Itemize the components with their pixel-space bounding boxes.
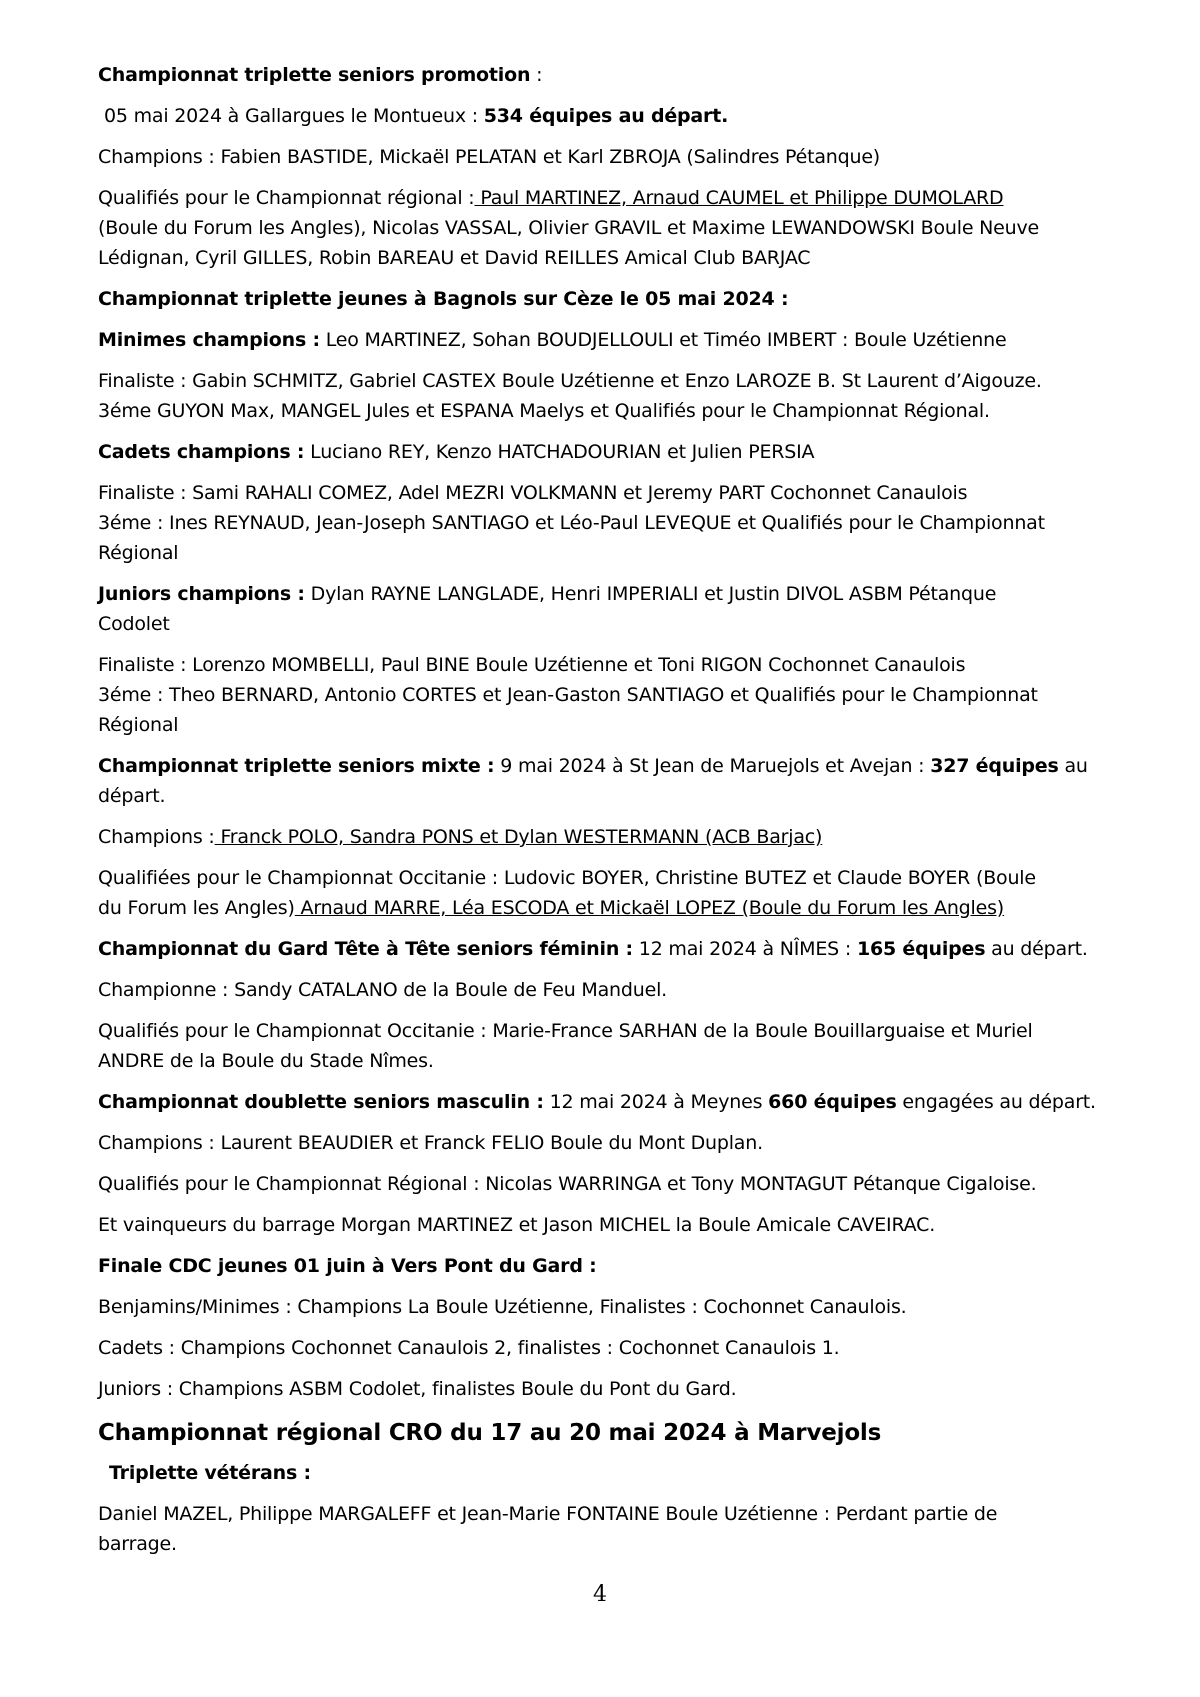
- qualified-mixte: Qualifiées pour le Championnat Occitanie : Ludovic BOYER, Christine BUTEZ et Claude BOYER (Boule du Forum les Angles) Arnaud MARRE, Léa ESCODA et Mickaël LOPEZ (Boule du Forum les Angles): [98, 867, 1036, 919]
- subheading-triplette-veterans: Triplette vétérans :: [109, 1462, 311, 1484]
- heading-championnat-regional: Championnat régional CRO du 17 au 20 mai 2024 à Marvejols: [98, 1420, 882, 1446]
- champions-promotion: Champions : Fabien BASTIDE, Mickaël PELATAN et Karl ZBROJA (Salindres Pétanque): [98, 146, 881, 168]
- juniors-champions: Juniors champions : Dylan RAYNE LANGLADE, Henri IMPERIALI et Justin DIVOL ASBM Pétanque Codolet: [98, 583, 997, 635]
- qualified-doublette: Qualifiés pour le Championnat Régional : Nicolas WARRINGA et Tony MONTAGUT Pétanque Cigaloise.: [98, 1173, 1037, 1195]
- juniors-finalists: Finaliste : Lorenzo MOMBELLI, Paul BINE Boule Uzétienne et Toni RIGON Cochonnet Canaulois 3éme : Theo BERNARD, Antonio CORTES et Jean-Gaston SANTIAGO et Qualifiés pour le Championnat Régional: [98, 654, 1038, 736]
- cdc-juniors: Juniors : Champions ASBM Codolet, finalistes Boule du Pont du Gard.: [98, 1378, 737, 1400]
- page-content: [98, 60, 1118, 1570]
- cdc-benjamins-minimes: Benjamins/Minimes : Champions La Boule Uzétienne, Finalistes : Cochonnet Canaulois.: [98, 1296, 907, 1318]
- qualified-tete-a-tete: Qualifiés pour le Championnat Occitanie : Marie-France SARHAN de la Boule Bouillarguaise et Muriel ANDRE de la Boule du Stade Nîmes.: [98, 1020, 1033, 1072]
- page-number: 4: [593, 1582, 607, 1607]
- section-title-finale-cdc: Finale CDC jeunes 01 juin à Vers Pont du Gard :: [98, 1255, 597, 1277]
- section-title-doublette-masculin: Championnat doublette seniors masculin : 12 mai 2024 à Meynes 660 équipes engagées au départ.: [98, 1091, 1096, 1113]
- section-title-triplette-jeunes: Championnat triplette jeunes à Bagnols sur Cèze le 05 mai 2024 :: [98, 288, 789, 310]
- championne-tete-a-tete: Championne : Sandy CATALANO de la Boule de Feu Manduel.: [98, 979, 668, 1001]
- section-title-triplette-mixte: Championnat triplette seniors mixte : 9 mai 2024 à St Jean de Maruejols et Avejan : 327 équipes au départ.: [98, 755, 1088, 807]
- champions-mixte: Champions : Franck POLO, Sandra PONS et Dylan WESTERMANN (ACB Barjac): [98, 826, 823, 848]
- minimes-champions: Minimes champions : Leo MARTINEZ, Sohan BOUDJELLOULI et Timéo IMBERT : Boule Uzétienne: [98, 329, 1007, 351]
- cadets-finalists: Finaliste : Sami RAHALI COMEZ, Adel MEZRI VOLKMANN et Jeremy PART Cochonnet Canaulois 3éme : Ines REYNAUD, Jean-Joseph SANTIAGO et Léo-Paul LEVEQUE et Qualifiés pour le Championnat Régional: [98, 482, 1045, 564]
- section-title-tete-a-tete: Championnat du Gard Tête à Tête seniors féminin : 12 mai 2024 à NÎMES : 165 équipes au départ.: [98, 938, 1088, 960]
- cadets-champions: Cadets champions : Luciano REY, Kenzo HATCHADOURIAN et Julien PERSIA: [98, 441, 815, 463]
- minimes-finalists: Finaliste : Gabin SCHMITZ, Gabriel CASTEX Boule Uzétienne et Enzo LAROZE B. St Laurent d’Aigouze. 3éme GUYON Max, MANGEL Jules et ESPANA Maelys et Qualifiés pour le Championnat Régional.: [98, 370, 1042, 422]
- champions-doublette: Champions : Laurent BEAUDIER et Franck FELIO Boule du Mont Duplan.: [98, 1132, 763, 1154]
- section-title-triplette-promotion: Championnat triplette seniors promotion :: [98, 64, 543, 86]
- qualified-promotion: Qualifiés pour le Championnat régional : Paul MARTINEZ, Arnaud CAUMEL et Philippe DUMOLARD (Boule du Forum les Angles), Nicolas VASSAL, Olivier GRAVIL et Maxime LEWANDOWSKI Boule Neuve Lédignan, Cyril GILLES, Robin BAREAU et David REILLES Amical Club BARJAC: [98, 187, 1040, 269]
- cdc-cadets: Cadets : Champions Cochonnet Canaulois 2, finalistes : Cochonnet Canaulois 1.: [98, 1337, 840, 1359]
- event-date-gallargues: 05 mai 2024 à Gallargues le Montueux : 534 équipes au départ.: [104, 105, 729, 127]
- veterans-result: Daniel MAZEL, Philippe MARGALEFF et Jean-Marie FONTAINE Boule Uzétienne : Perdant partie de barrage.: [98, 1503, 998, 1555]
- barrage-winners: Et vainqueurs du barrage Morgan MARTINEZ et Jason MICHEL la Boule Amicale CAVEIRAC.: [98, 1214, 936, 1236]
